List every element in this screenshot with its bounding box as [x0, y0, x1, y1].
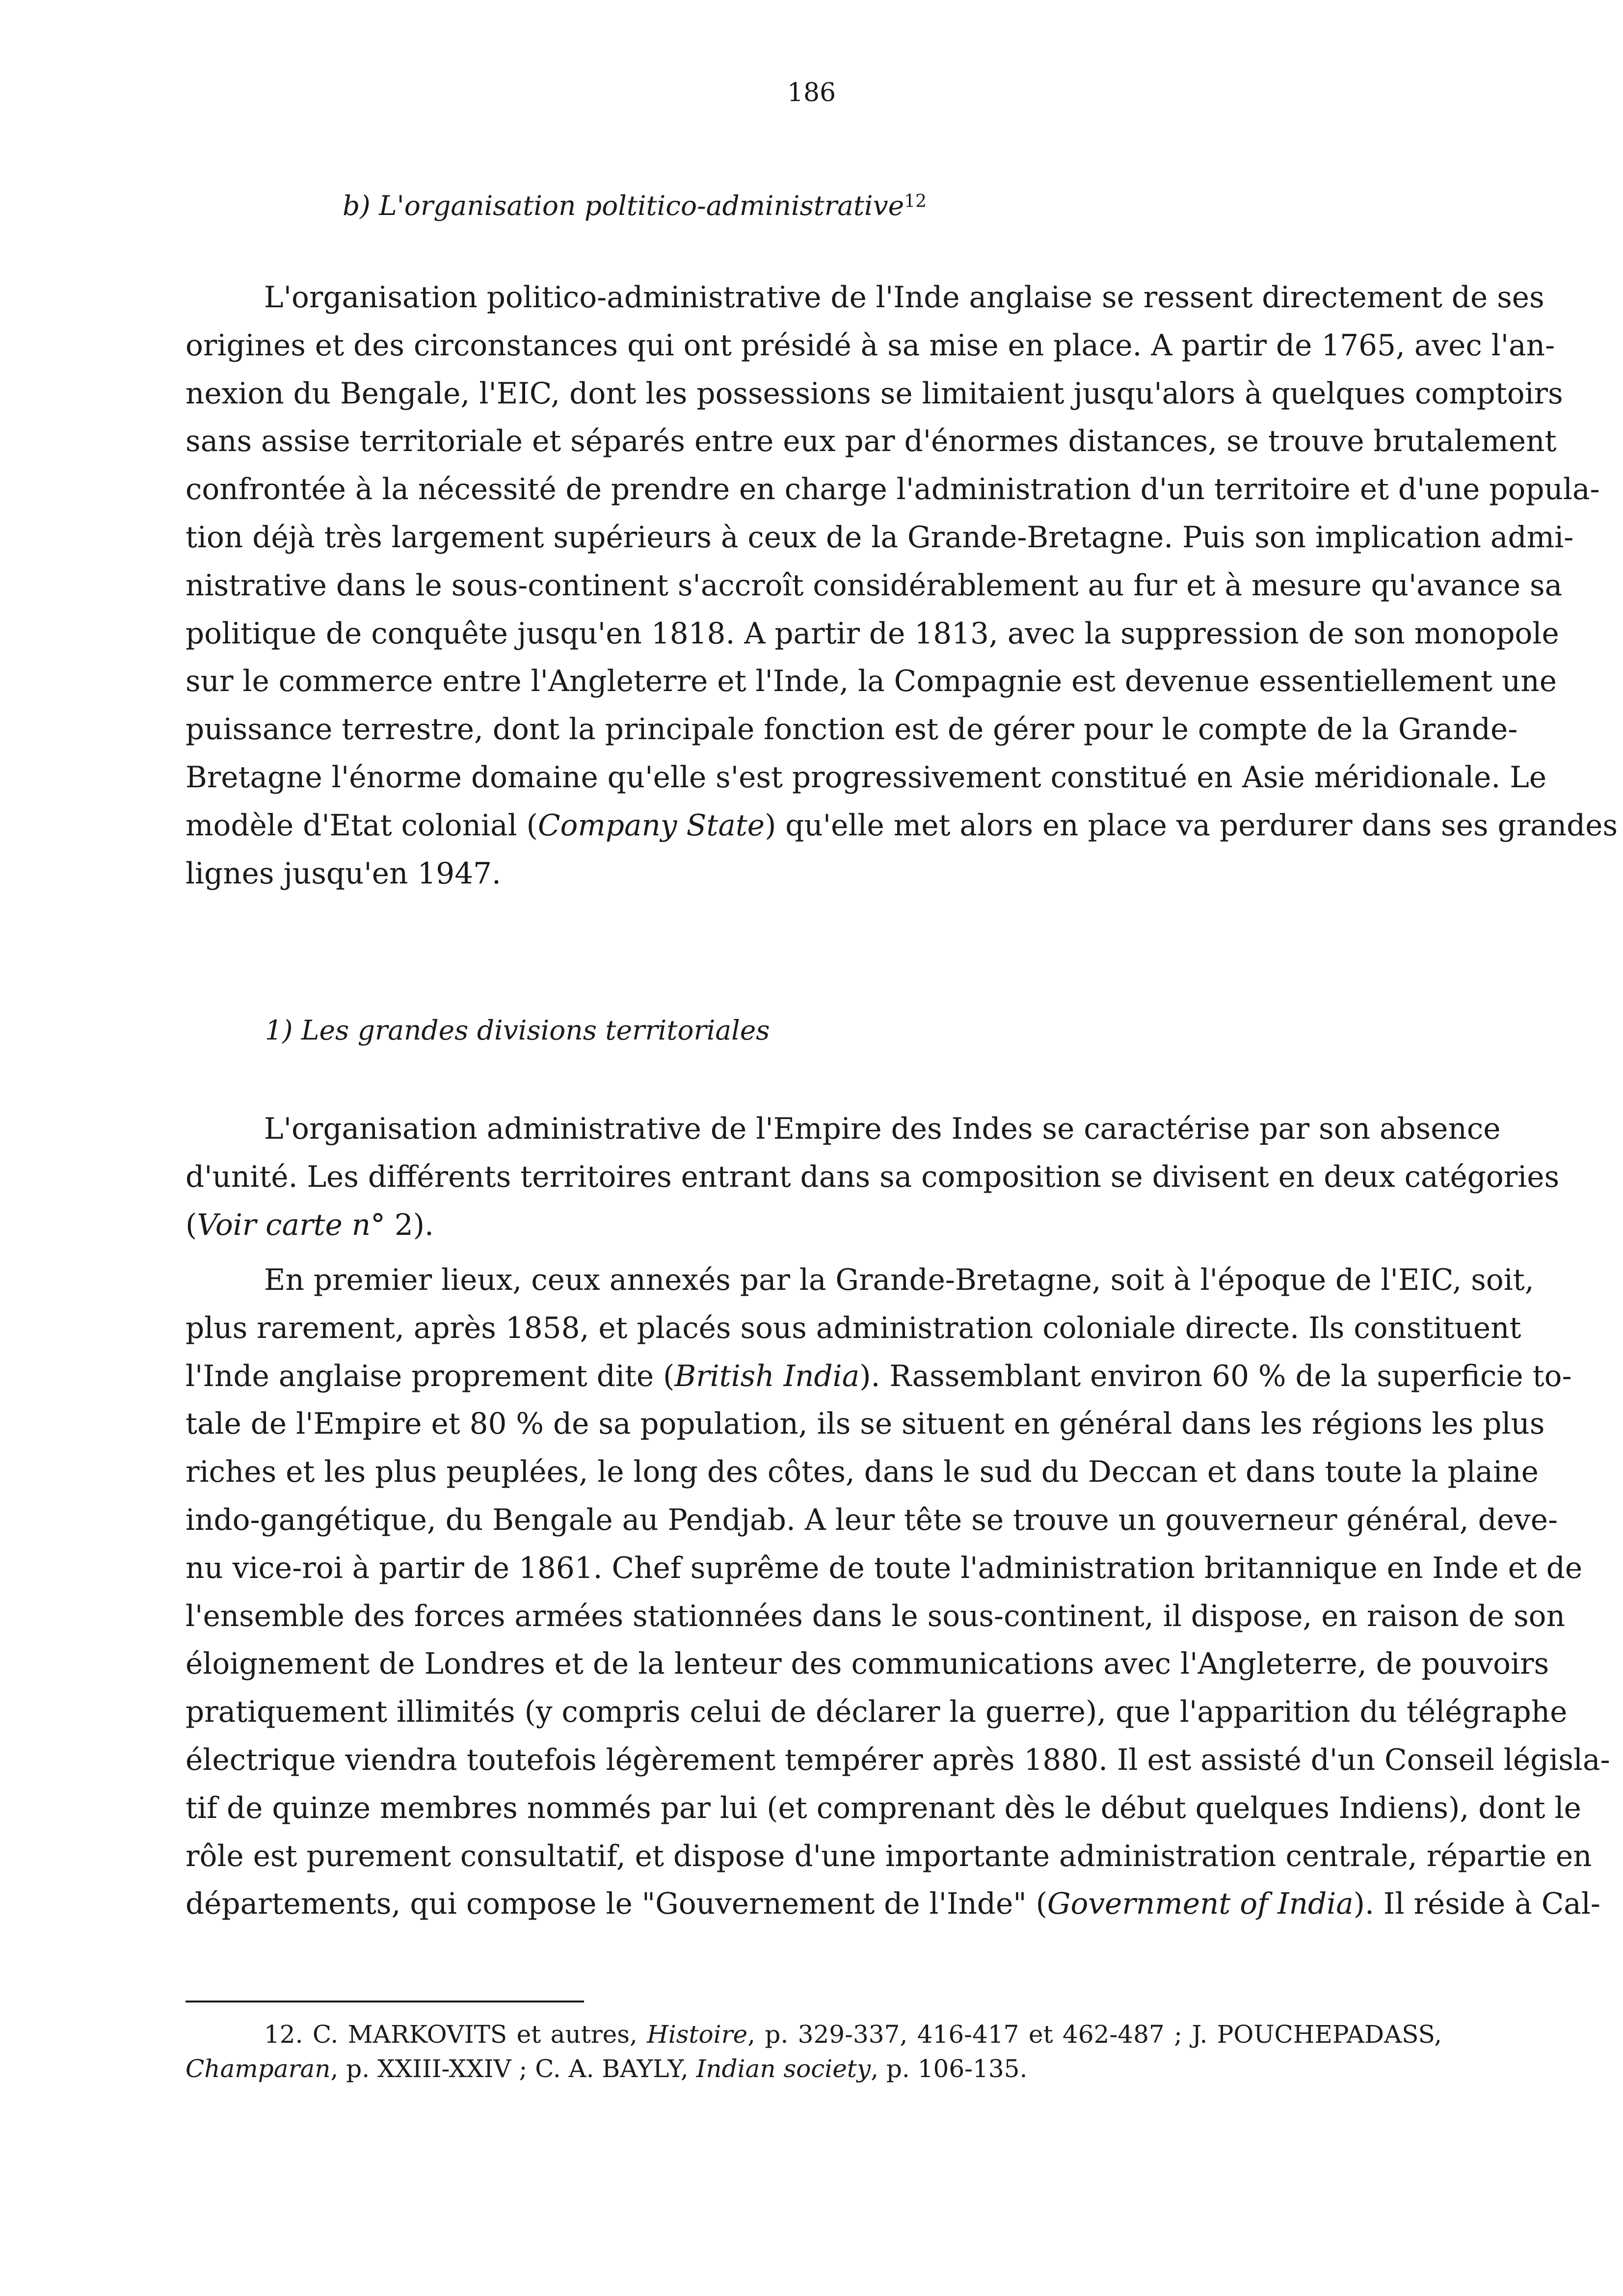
- text-line: plus rarement, après 1858, et placés sous administration coloniale directe. Ils constituent: [186, 1311, 1521, 1345]
- text-line: riches et les plus peuplées, le long des côtes, dans le sud du Deccan et dans toute la plaine: [186, 1455, 1539, 1490]
- text-line: l'ensemble des forces armées stationnées dans le sous-continent, il dispose, en raison de son: [186, 1599, 1565, 1633]
- text-line: L'organisation administrative de l'Empire des Indes se caractérise par son absence: [264, 1112, 1501, 1146]
- text-line: L'organisation politico-administrative de l'Inde anglaise se ressent directement de ses: [264, 281, 1544, 315]
- text-line: puissance terrestre, dont la principale fonction est de gérer pour le compte de la Grande-: [186, 713, 1518, 747]
- text-line: nu vice-roi à partir de 1861. Chef suprême de toute l'administration britannique en Inde et de: [186, 1551, 1583, 1585]
- italic-title: Champaran: [186, 2055, 331, 2083]
- footnote-separator: [186, 2001, 584, 2002]
- text-line: lignes jusqu'en 1947.: [186, 856, 501, 891]
- subsection-heading: 1) Les grandes divisions territoriales: [265, 1015, 770, 1046]
- text-line: Bretagne l'énorme domaine qu'elle s'est progressivement constitué en Asie méridionale. Le: [186, 760, 1547, 795]
- text-span: , p. 106-135.: [871, 2055, 1028, 2083]
- section-heading-text: b) L'organisation poltitico-administrative: [343, 190, 905, 221]
- text-line: éloignement de Londres et de la lenteur des communications avec l'Angleterre, de pouvoirs: [186, 1647, 1549, 1682]
- text-span: , p. 329-337, 416-417 et 462-487 ; J. POUCHEPADASS,: [747, 2020, 1442, 2049]
- italic-title: Indian society: [696, 2055, 871, 2083]
- text-line: politique de conquête jusqu'en 1818. A partir de 1813, avec la suppression de son monopole: [186, 616, 1559, 651]
- paragraph-divisions: [186, 1105, 1560, 1249]
- paragraph-british-india: [186, 1256, 1610, 1928]
- text-span: ). Rassemblant environ 60 % de la superficie to-: [859, 1359, 1572, 1393]
- text-line: rôle est purement consultatif, et dispose d'une importante administration centrale, répartie en: [186, 1839, 1592, 1873]
- text-line: [186, 1880, 1601, 1928]
- footnote-line: [186, 2052, 1442, 2086]
- text-line: électrique viendra toutefois légèrement tempérer après 1880. Il est assisté d'un Conseil législa-: [186, 1743, 1610, 1777]
- section-heading: [343, 188, 927, 223]
- text-line: sans assise territoriale et séparés entre eux par d'énormes distances, se trouve brutalement: [186, 425, 1557, 459]
- text-line: confrontée à la nécessité de prendre en charge l'administration d'un territoire et d'une popula-: [186, 473, 1600, 507]
- text-line: origines et des circonstances qui ont présidé à sa mise en place. A partir de 1765, avec l'an-: [186, 328, 1555, 363]
- footnote: [186, 2017, 1442, 2086]
- text-line: d'unité. Les différents territoires entrant dans sa composition se divisent en deux catégories: [186, 1160, 1560, 1194]
- text-span: ) qu'elle met alors en place va perdurer dans ses grandes: [765, 808, 1618, 843]
- text-line: En premier lieux, ceux annexés par la Grande-Bretagne, soit à l'époque de l'EIC, soit,: [264, 1263, 1534, 1297]
- footnote-line: [186, 2017, 1442, 2052]
- text-span: l'Inde anglaise proprement dite (: [186, 1359, 675, 1393]
- text-span: ). Il réside à Cal-: [1353, 1887, 1601, 1922]
- italic-term: Voir carte n: [197, 1208, 371, 1242]
- footnote-reference: 12: [904, 191, 927, 212]
- italic-term: Government of India: [1047, 1887, 1354, 1922]
- italic-term: Company State: [537, 808, 765, 843]
- text-line: tale de l'Empire et 80 % de sa population, ils se situent en général dans les régions les plus: [186, 1407, 1545, 1442]
- text-line: [186, 1201, 1442, 1250]
- text-line: nistrative dans le sous-continent s'accroît considérablement au fur et à mesure qu'avance sa: [186, 568, 1563, 603]
- text-span: départements, qui compose le "Gouvernement de l'Inde" (: [186, 1887, 1047, 1922]
- text-span: modèle d'Etat colonial (: [186, 808, 538, 843]
- text-line: [186, 802, 1618, 850]
- text-line: tif de quinze membres nommés par lui (et comprenant dès le début quelques Indiens), dont le: [186, 1791, 1581, 1825]
- text-line: tion déjà très largement supérieurs à ceux de la Grande-Bretagne. Puis son implication admi-: [186, 520, 1574, 555]
- italic-title: Histoire: [647, 2020, 748, 2049]
- italic-term: British India: [674, 1359, 860, 1393]
- text-span: (: [186, 1208, 197, 1242]
- page-number: 186: [787, 78, 836, 107]
- text-line: nexion du Bengale, l'EIC, dont les possessions se limitaient jusqu'alors à quelques comptoirs: [186, 376, 1563, 411]
- text-line: sur le commerce entre l'Angleterre et l'Inde, la Compagnie est devenue essentiellement une: [186, 665, 1557, 699]
- text-span: ° 2).: [371, 1208, 434, 1242]
- text-line: indo-gangétique, du Bengale au Pendjab. A leur tête se trouve un gouverneur général, deve-: [186, 1503, 1558, 1537]
- paragraph-organisation: [186, 274, 1618, 898]
- text-line: [186, 1353, 1572, 1401]
- text-line: pratiquement illimités (y compris celui de déclarer la guerre), que l'apparition du télégraphe: [186, 1695, 1568, 1730]
- text-span: 12. C. MARKOVITS et autres,: [264, 2020, 647, 2049]
- text-span: , p. XXIII-XXIV ; C. A. BAYLY,: [330, 2055, 696, 2083]
